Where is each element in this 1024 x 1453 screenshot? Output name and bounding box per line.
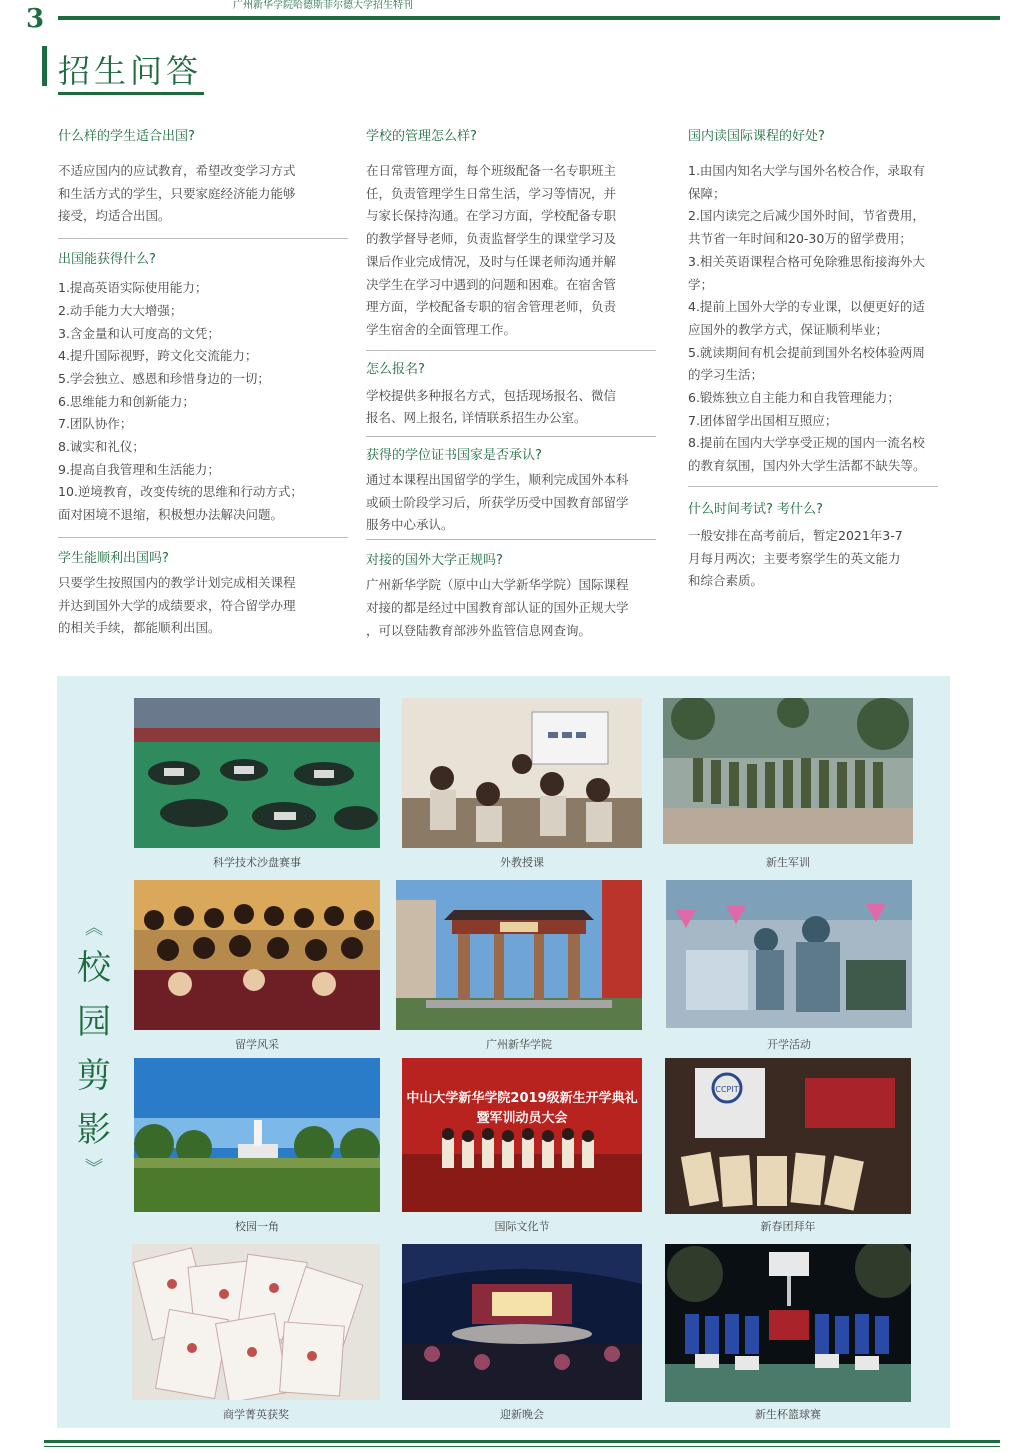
qa-column-2: [366, 128, 656, 642]
photo-military-training: [663, 698, 913, 872]
photo-science-competition: [134, 698, 380, 872]
banner-line-2: 暨军训动员大会: [476, 1111, 568, 1126]
photo-caption: 校园一角: [235, 1220, 279, 1233]
photo-image: [402, 1244, 642, 1400]
photo-caption: 新生军训: [766, 856, 810, 869]
question: 国内读国际课程的好处?: [688, 129, 825, 144]
photo-image: [665, 1244, 911, 1402]
answer: 一般安排在高考前后，暂定2021年3-7 月每月两次；主要考察学生的英文能力 和综合素质。: [688, 527, 903, 589]
question: 对接的国外大学正规吗?: [366, 553, 503, 569]
question: 出国能获得什么?: [58, 252, 156, 268]
chevron-up-icon: ︽: [85, 918, 103, 939]
photo-image: [666, 880, 912, 1028]
side-title-char: 园: [77, 1002, 111, 1042]
photo-spring-festival: [665, 1058, 911, 1234]
photo-caption: 科学技术沙盘赛事: [213, 856, 301, 869]
photo-business-awards: [132, 1244, 380, 1422]
ccpit-logo: CCPIT: [715, 1085, 739, 1094]
page-number: 3: [26, 4, 45, 34]
section-title: 招生问答: [58, 52, 203, 90]
answer: 只要学生按照国内的教学计划完成相关课程 并达到国外大学的成绩要求，符合留学办理 的相关手续，都能顺利出国。: [58, 574, 296, 636]
answer: 学校提供多种报名方式，包括现场报名、微信 报名、网上报名, 详情联系招生办公室。: [366, 387, 617, 426]
section-accent-bar: [42, 46, 47, 86]
question: 获得的学位证书国家是否承认?: [366, 448, 542, 464]
section-underline: [58, 92, 204, 95]
divider: [688, 486, 938, 487]
photo-welcome-gala: [402, 1244, 642, 1422]
footer-rule-thin: [44, 1446, 1000, 1447]
question: 学生能顺利出国吗?: [58, 550, 169, 566]
photo-image: [665, 1058, 911, 1214]
divider: [58, 238, 348, 239]
photo-caption: 开学活动: [767, 1038, 811, 1051]
header-title: 广州新华学院哈德斯菲尔德大学招生特刊: [58, 0, 588, 12]
photo-image: [396, 880, 642, 1030]
photo-caption: 外教授课: [500, 856, 544, 869]
question: 什么时间考试? 考什么?: [688, 501, 823, 517]
answer: 在日常管理方面，每个班级配备一名专职班主 任，负责管理学生日常生活，学习等情况，并 与家长保持沟通。在学习方面，学校配备专职 的教学督导老师，负责监督学生的课堂学习及 课后作业完成情况，及时与任课老师沟通并解 决学生在学习中遇到的问题和困难。在宿舍管 理方面，学校配备专职的宿舍管理老师，负责 学生宿舍的全面管理工作。: [366, 163, 617, 337]
photo-campus-corner: [134, 1058, 380, 1234]
divider: [366, 350, 656, 351]
photo-image: [134, 880, 380, 1030]
photo-image: [402, 698, 642, 848]
divider: [58, 537, 348, 538]
side-title-char: 剪: [77, 1056, 111, 1096]
photo-campus-gate: [396, 880, 642, 1052]
answer: 1.提高英语实际使用能力； 2.动手能力大大增强； 3.含金量和认可度高的文凭； 4.提升国际视野，跨文化交流能力； 5.学会独立、感恩和珍惜身边的一切； 6.思维能力和创新能力； 7.团队协作； 8.诚实和礼仪； 9.提高自我管理和生活能力； 10.逆境教育，改变传统的思维和行动方式； 面对困境不退缩，积极想办法解决问题。: [58, 280, 303, 523]
photo-caption: 迎新晚会: [500, 1408, 544, 1421]
qa-column-3: [688, 128, 978, 593]
photo-study-abroad: [134, 880, 380, 1052]
photo-caption: 商学菁英获奖: [223, 1408, 289, 1421]
side-title-char: 校: [77, 948, 111, 988]
header-rule: [58, 16, 1000, 20]
answer: 不适应国内的应试教育，希望改变学习方式 和生活方式的学生，只要家庭经济能力能够 接受，均适合出国。: [58, 163, 296, 224]
answer: 广州新华学院（原中山大学新华学院）国际课程 对接的都是经过中国教育部认证的国外正规大学 ，可以登陆教育部涉外监管信息网查询。: [366, 577, 629, 638]
photo-image: [402, 1058, 642, 1212]
qa-column-1: [58, 128, 348, 640]
photo-basketball: [665, 1244, 911, 1422]
answer: 通过本课程出国留学的学生，顺利完成国外本科 或硕士阶段学习后，所获学历受中国教育部留学 服务中心承认。: [366, 472, 629, 533]
side-title-char: 影: [77, 1110, 111, 1150]
photo-image: [134, 698, 380, 848]
photo-caption: 留学风采: [235, 1038, 279, 1051]
question: 学校的管理怎么样?: [366, 129, 477, 144]
question: 什么样的学生适合出国?: [58, 129, 195, 144]
photo-opening-event: [666, 880, 912, 1052]
photo-caption: 国际文化节: [494, 1220, 550, 1233]
footer-rule: [44, 1440, 1000, 1443]
divider: [366, 436, 656, 437]
photo-caption: 广州新华学院: [486, 1038, 552, 1051]
photo-caption: 新春团拜年: [760, 1220, 816, 1233]
photo-image: [132, 1244, 380, 1400]
photo-image: [134, 1058, 380, 1212]
photo-culture-festival: [402, 1058, 642, 1234]
divider: [366, 539, 656, 540]
chevron-down-icon: ︾: [85, 1158, 103, 1179]
photo-foreign-teacher: [402, 698, 642, 872]
answer: 1.由国内知名大学与国外名校合作，录取有 保障； 2.国内读完之后减少国外时间，节省费用， 共节省一年时间和20-30万的留学费用； 3.相关英语课程合格可免除雅思衔接海外大 学； 4.提前上国外大学的专业课，以便更好的适 应国外的教学方式，保证顺利毕业； 5.就读期间有机会提前到国外名校体验两周 的学习生活； 6.锻炼独立自主能力和自我管理能力； 7.团体留学出国相互照应； 8.提前在国内大学享受正规的国内一流名校 的教育氛围，国内外大学生活都不缺失等。: [688, 163, 926, 474]
photo-caption: 新生杯篮球赛: [755, 1408, 821, 1421]
question: 怎么报名?: [366, 361, 425, 377]
photo-image: [663, 698, 913, 844]
banner-line-1: 中山大学新华学院2019级新生开学典礼: [406, 1091, 638, 1106]
gallery-side-title: [74, 920, 114, 1178]
